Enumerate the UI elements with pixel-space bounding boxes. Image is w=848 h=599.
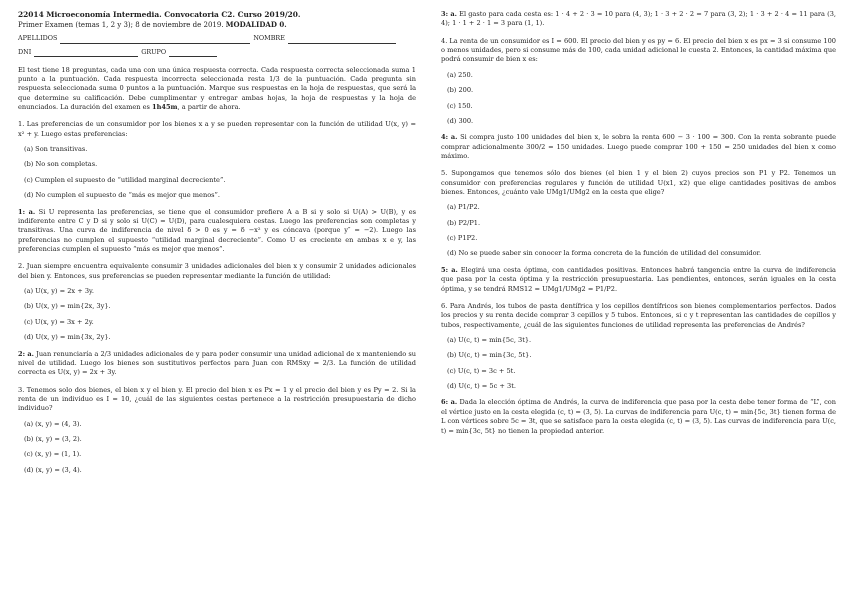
answer-4 — [441, 133, 836, 161]
question-3-option-c: (c) (x, y) = (1, 1). — [24, 450, 82, 459]
question-2: 2. Juan siempre encuentra equivalente consumir 3 unidades adicionales del bien x y consumir 2 unidades adicionales del bien y. Entonces, sus preferencias se pueden representar mediante la función de utilidad: — [18, 262, 416, 280]
question-3-option-a: (a) (x, y) = (4, 3). — [24, 419, 82, 428]
answer-4-text: Si compra justo 100 unidades del bien x, le sobra la renta 600 − 3 · 100 = 300. Con la renta sobrante puede comprar adicionalmente 300/2 = 150 unidades. Luego puede comprar 100 + 150 = 250 unidades del bien x como máximo. — [441, 133, 836, 160]
question-5: 5. Supongamos que tenemos sólo dos bienes (el bien 1 y el bien 2) cuyos precios son P1 y P2. Tenemos un consumidor con preferencias regulares y función de utilidad U(x1, x2) que elige cantidades positivas de ambos bienes. Entonces, ¿cuánto vale UMg1/UMg2 en la cesta que elige? — [441, 169, 836, 197]
answer-6-text: Dada la elección óptima de Andrés, la curva de indiferencia que pasa por la cesta debe tener forma de “L”, con el vértice justo en la cesta elegida (c, t) = (3, 5). La curvas de indiferencia para U(c, t) = min{5c, 3t} tienen forma de L con vértices sobre 5c = 3t, que se satisface para la cesta elegida (c, t) = (3, 5). Las curvas de indiferencia para U(c, t) = min{3c, 5t} no tienen la propiedad anterior. — [441, 398, 836, 435]
answer-5-tag: 5: a. — [441, 265, 458, 274]
answer-5 — [441, 266, 836, 294]
question-6-option-c: (c) U(c, t) = 3c + 5t. — [447, 366, 516, 375]
question-5-option-c: (c) P1P2. — [447, 234, 478, 243]
question-5-option-b: (b) P2/P1. — [447, 218, 481, 227]
question-5-option-d: (d) No se puede saber sin conocer la forma concreta de la función de utilidad del consumidor. — [447, 249, 762, 258]
exam-subtitle — [18, 20, 416, 30]
instructions-text-end: , a partir de ahora. — [177, 103, 241, 112]
grupo-label: GRUPO — [141, 47, 167, 56]
answer-3 — [441, 10, 836, 29]
question-1-option-a: (a) Son transitivas. — [24, 145, 88, 154]
question-4-option-a: (a) 250. — [447, 70, 473, 79]
exam-title: 22014 Microeconomía Intermedia. Convocatoria C2. Curso 2019/20. — [18, 10, 301, 19]
answer-1-text: Si U representa las preferencias, se tiene que el consumidor prefiere A a B si y solo si U(A) > U(B), y es indiferente entre C y D si y solo si U(C) = U(D), para cualesquiera cestas. Luego las preferencias son completas y transitivas. Una curva de indiferencia de nivel δ > 0 es y = δ −x² y es cóncava (porque y″ = −2). Luego las preferencias no cumplen el supuesto “utilidad marginal decreciente”. Como U es creciente en ambas x e y, las preferencias cumplen el supuesto “más es mejor que menos”. — [18, 207, 416, 253]
question-6: 6. Para Andrés, los tubos de pasta dentífrica y los cepillos dentífricos son bienes complementarios perfectos. Dados los precios y su renta decide comprar 3 cepillos y 5 tubos. Entonces, si c y t representan las cantidades de cepillos y tubos, respectivamente, ¿cuál de las siguientes funciones de utilidad representa las preferencias de Andrés? — [441, 301, 836, 329]
instructions-text: El test tiene 18 preguntas, cada una con una única respuesta correcta. Cada respuesta correcta seleccionada suma 1 punto a la puntuación. Cada respuesta incorrecta seleccionada resta 1/3 de la puntuación. Cada pregunta sin respuesta seleccionada suma 0 puntos a la puntuación. Marque sus respuestas en la hoja de respuestas, que será la que determine su calificación. Debe cumplimentar y entregar ambas hojas, la hoja de respuestas y la hoja de enunciados. La duración del examen es — [18, 65, 416, 112]
question-1-option-d: (d) No cumplen el supuesto de “más es mejor que menos”. — [24, 191, 221, 200]
answer-4-tag: 4: a. — [441, 133, 458, 142]
exam-duration: 1h45m — [151, 103, 178, 112]
question-6-option-d: (d) U(c, t) = 5c + 3t. — [447, 382, 516, 391]
question-2-option-c: (c) U(x, y) = 3x + 2y. — [24, 317, 94, 326]
question-4-option-d: (d) 300. — [447, 116, 474, 125]
apellidos-field[interactable] — [60, 36, 250, 44]
question-3-option-d: (d) (x, y) = (3, 4). — [24, 465, 82, 474]
exam-modality: MODALIDAD 0. — [225, 19, 287, 29]
question-1: 1. Las preferencias de un consumidor por los bienes x a y se pueden representar con la función de utilidad U(x, y) = x² + y. Luego estas preferencias: — [18, 120, 416, 138]
answer-1 — [18, 208, 416, 255]
answer-2-tag: 2: a. — [18, 349, 34, 358]
answer-6 — [441, 398, 836, 435]
left-column — [18, 10, 416, 475]
question-6-option-b: (b) U(c, t) = min{3c, 5t}. — [447, 351, 532, 360]
dni-label: DNI — [18, 47, 32, 56]
question-3: 3. Tenemos solo dos bienes, el bien x y el bien y. El precio del bien x es Px = 1 y el precio del bien y es Py = 2. Si la renta de un individuo es I = 10, ¿cuál de las siguientes cestas pertenece a la restricción presupuestaria de dicho individuo? — [18, 385, 416, 413]
apellidos-label: APELLIDOS — [18, 34, 58, 43]
question-2-option-a: (a) U(x, y) = 2x + 3y. — [24, 287, 94, 296]
answer-1-tag: 1: a. — [18, 207, 36, 216]
question-3-option-b: (b) (x, y) = (3, 2). — [24, 435, 82, 444]
dni-grupo-row — [18, 48, 416, 57]
answer-3-tag: 3: a. — [441, 10, 457, 18]
exam-subtitle-text: Primer Examen (temas 1, 2 y 3); 8 de noviembre de 2019. — [18, 20, 226, 29]
answer-3-text: El gasto para cada cesta es: 1 · 4 + 2 · 3 = 10 para (4, 3); 1 · 3 + 2 · 2 = 7 para (3, 2); 1 · 3 + 2 · 4 = 11 para (3, 4); 1 · 1 + 2 · 1 = 3 para (1, 1). — [441, 10, 836, 28]
right-column — [441, 10, 836, 436]
question-5-option-a: (a) P1/P2. — [447, 203, 480, 212]
instructions-paragraph — [18, 66, 416, 113]
answer-2-text: Juan renunciaría a 2/3 unidades adicionales de y para poder consumir una unidad adicional de x manteniendo su nivel de utilidad. Luego los bienes son sustitutivos perfectos para Juan con RMSxy = 2/3. La función de utilidad correcta es U(x, y) = 2x + 3y. — [18, 349, 416, 377]
question-6-option-a: (a) U(c, t) = min{5c, 3t}. — [447, 335, 532, 344]
nombre-field[interactable] — [288, 36, 396, 44]
answer-6-tag: 6: a. — [441, 398, 458, 407]
question-1-option-c: (c) Cumplen el supuesto de “utilidad marginal decreciente”. — [24, 175, 226, 184]
question-2-option-b: (b) U(x, y) = min{2x, 3y}. — [24, 302, 111, 311]
question-4-option-b: (b) 200. — [447, 86, 474, 95]
answer-2 — [18, 350, 416, 378]
question-1-option-b: (b) No son completas. — [24, 160, 98, 169]
nombre-label: NOMBRE — [253, 34, 285, 43]
question-4: 4. La renta de un consumidor es I = 600. El precio del bien y es py = 6. El precio del bien x es px = 3 si consume 100 o menos unidades, pero si consume más de 100, cada unidad adicional le cuesta 2. Entonces, la cantidad máxima que podrá consumir de bien x es: — [441, 36, 836, 64]
apellidos-nombre-row — [18, 34, 416, 43]
question-2-option-d: (d) U(x, y) = min{3x, 2y}. — [24, 333, 111, 342]
question-4-option-c: (c) 150. — [447, 101, 473, 110]
dni-field[interactable] — [34, 49, 138, 57]
answer-5-text: Elegirá una cesta óptima, con cantidades positivas. Entonces habrá tangencia entre la curva de indiferencia que pasa por la cesta óptima y la restricción presupuestaria. Las pendientes, entonces, serán iguales en la cesta óptima, y se tendrá RMS12 = UMg1/UMg2 = P1/P2. — [441, 265, 836, 293]
grupo-field[interactable] — [169, 49, 217, 57]
